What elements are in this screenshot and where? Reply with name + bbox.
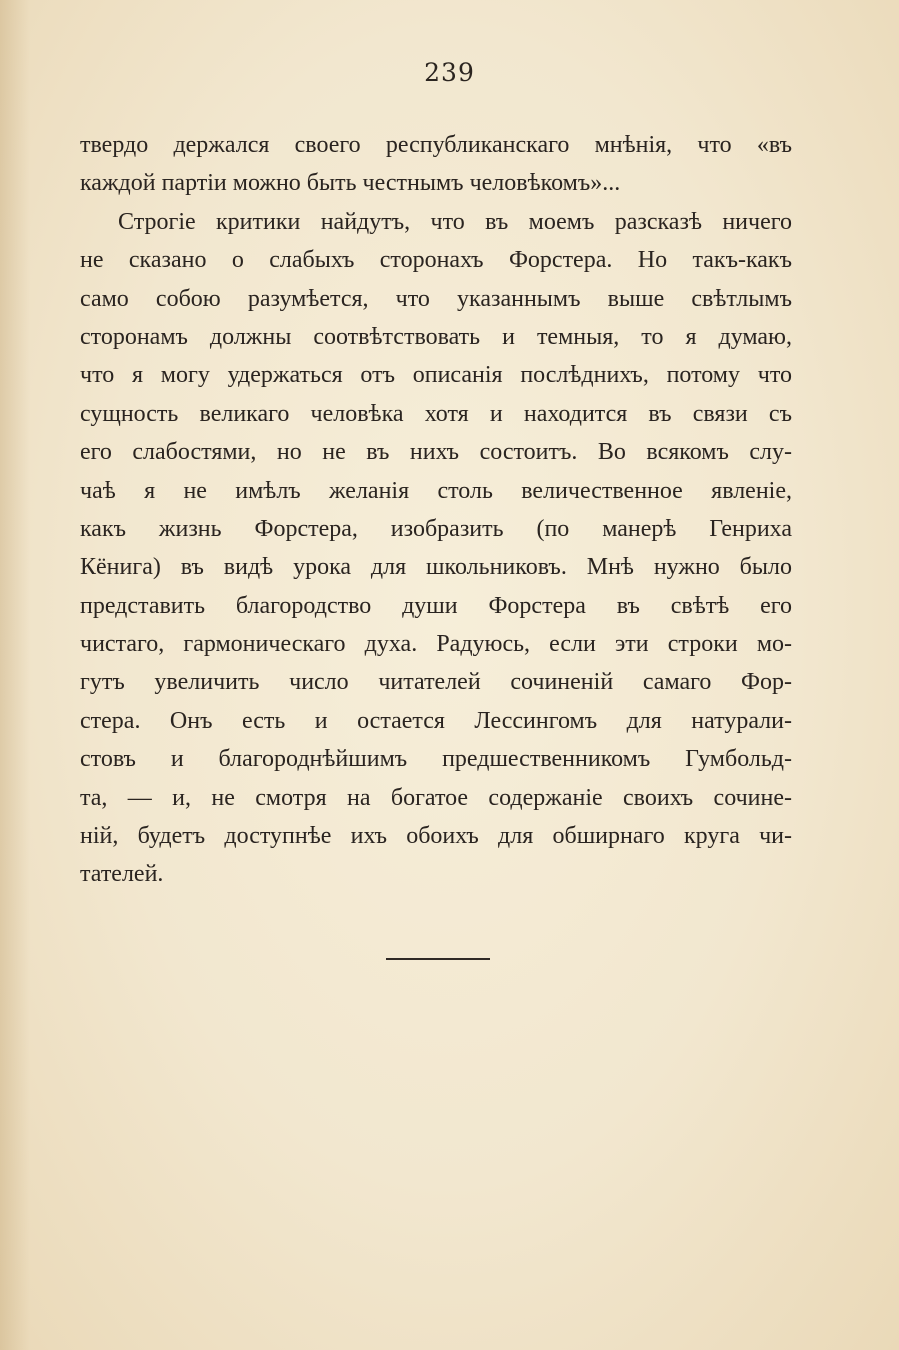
text-line: Кёнига) въ видѣ урока для школьниковъ. Мнѣ нужно было: [80, 554, 792, 581]
text-line: гутъ увеличить число читателей сочиненій самаго Фор-: [80, 669, 792, 696]
text-line: стера. Онъ есть и остается Лессингомъ для натурали-: [80, 707, 792, 734]
body-text: [80, 126, 792, 894]
text-line: чаѣ я не имѣлъ желанія столь величественное явленіе,: [80, 477, 792, 504]
text-line: представить благородство души Форстера въ свѣтѣ его: [80, 592, 792, 619]
text-line: стовъ и благороднѣйшимъ предшественникомъ Гумбольд-: [80, 746, 792, 773]
text-line: какъ жизнь Форстера, изобразить (по манерѣ Генриха: [80, 515, 792, 542]
text-line: чистаго, гармоническаго духа. Радуюсь, если эти строки мо-: [80, 631, 792, 658]
text-line: что я могу удержаться отъ описанія послѣднихъ, потому что: [80, 362, 792, 389]
page-number: 239: [424, 58, 475, 87]
text-line: не сказано о слабыхъ сторонахъ Форстера. Но такъ-какъ: [80, 247, 792, 274]
page-edge-shading: [0, 0, 30, 1350]
text-line: сторонамъ должны соотвѣтствовать и темныя, то я думаю,: [80, 323, 792, 350]
text-line: тателей.: [80, 861, 164, 888]
text-line: Строгіе критики найдутъ, что въ моемъ разсказѣ ничего: [118, 208, 792, 235]
section-end-rule: [386, 958, 490, 960]
text-line: его слабостями, но не въ нихъ состоитъ. Во всякомъ слу-: [80, 439, 792, 466]
text-line: ній, будетъ доступнѣе ихъ обоихъ для обширнаго круга чи-: [80, 823, 792, 850]
text-line: сущность великаго человѣка хотя и находится въ связи съ: [80, 400, 792, 427]
text-line: каждой партіи можно быть честнымъ человѣкомъ»...: [80, 170, 621, 197]
text-line: твердо держался своего республиканскаго мнѣнія, что «въ: [80, 132, 792, 158]
text-line: само собою разумѣется, что указаннымъ выше свѣтлымъ: [80, 285, 792, 312]
text-line: та, — и, не смотря на богатое содержаніе своихъ сочине-: [80, 784, 792, 811]
